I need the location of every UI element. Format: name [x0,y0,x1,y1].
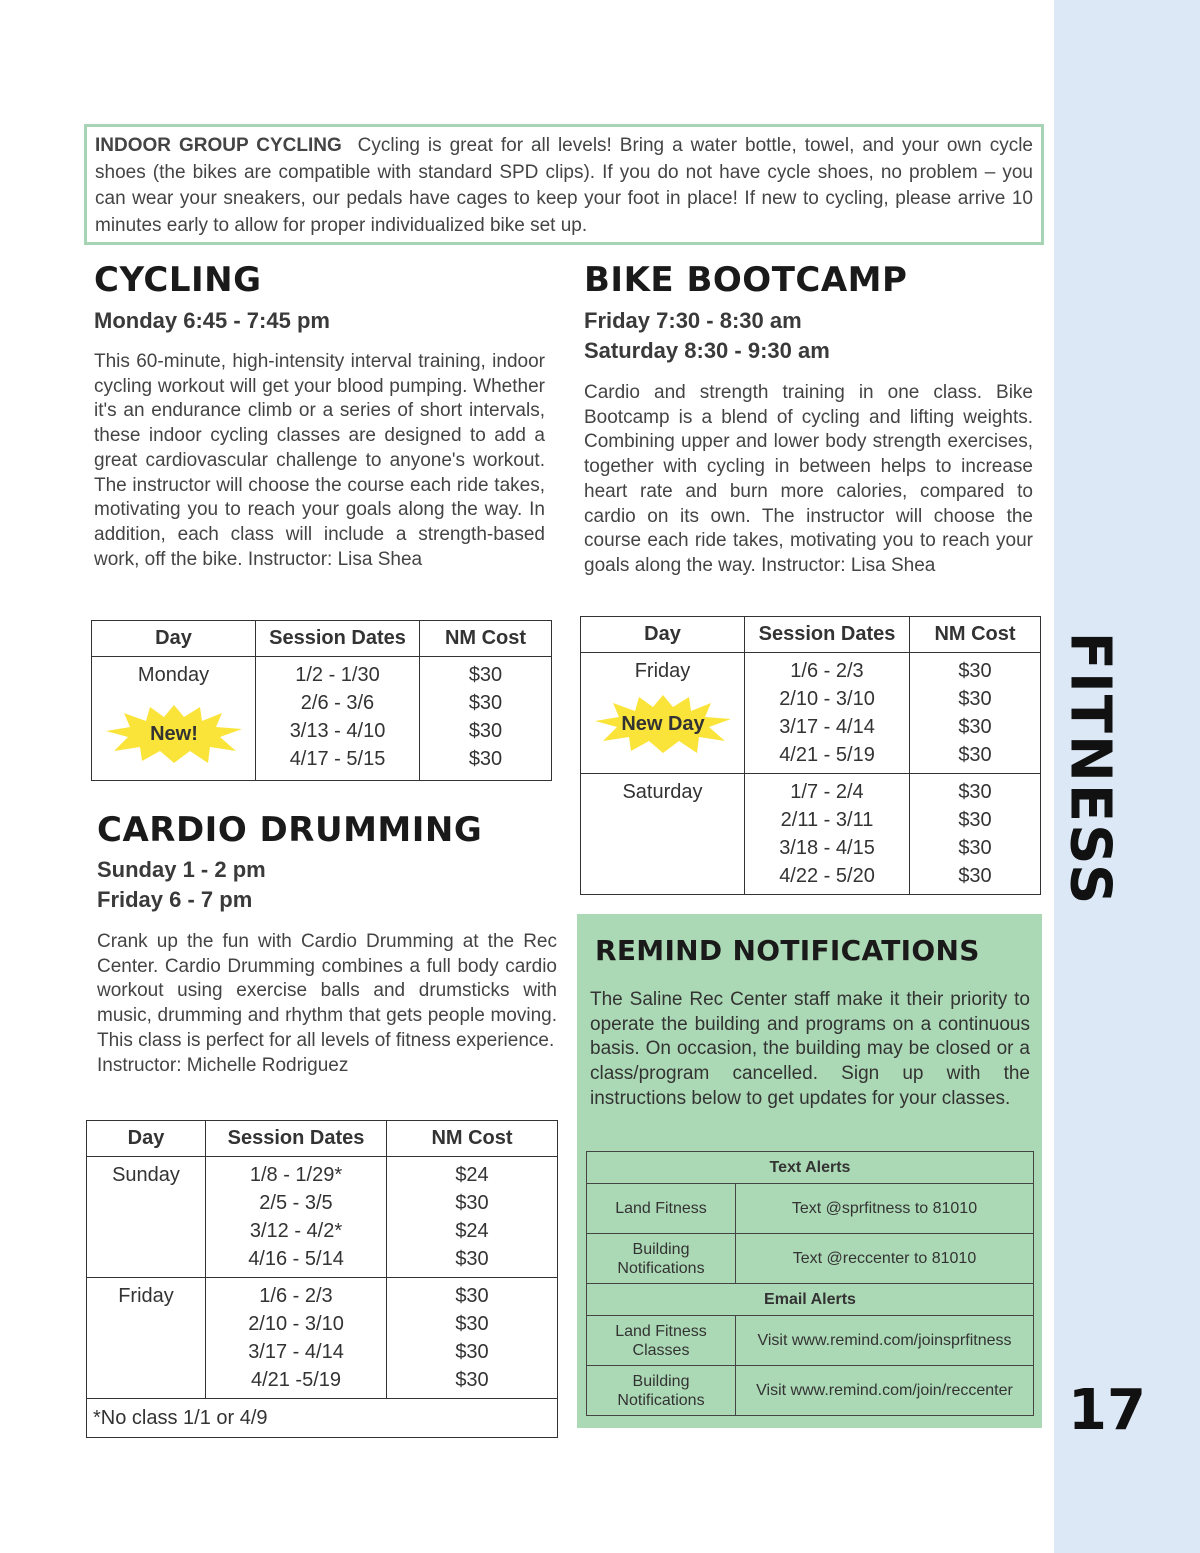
date-cell: 4/22 - 5/20 [779,865,875,887]
date-cell: 2/10 - 3/10 [779,688,875,710]
table-row [587,1366,1034,1416]
cycling-description: This 60-minute, high-intensity interval training, indoor cycling workout will get your blood pumping. Whether it's an endurance climb or a series of short intervals, these indoor cycling classes are designed to add a great cardiovascular challenge to anyone's workout. The instructor will choose the course each ride takes, motivating you to reach your goals along the way. In addition, each class will include a strength-based work, off the bike. Instructor: Lisa Shea [94,351,545,570]
table-row [87,1278,558,1399]
remind-description: The Saline Rec Center staff make it their priority to operate the building and programs on a continuous basis. On occasion, the building may be closed or a class/program cancelled. Sign up with the instructions below to get updates for your classes. [590,989,1030,1109]
cycling-table [91,620,552,781]
table-row [587,1234,1034,1284]
table-row [92,657,552,781]
intro-title: INDOOR GROUP CYCLING [95,135,342,156]
bike-bootcamp-description: Cardio and strength training in one class. Bike Bootcamp is a blend of cycling and lifting weights. Combining upper and lower body strength exercises, together with cycling in between helps to increase heart rate and burn more calories, compared to cardio on its own. The instructor will choose the course each ride takes, motivating you to reach your goals along the way. Instructor: Lisa Shea [584,382,1033,576]
cardio-drumming-title: CARDIO DRUMMING [97,810,483,850]
cost-cell: $30 [468,664,503,686]
alert-label: Land Fitness Classes [587,1316,736,1366]
table-row [581,653,1041,774]
cost-cell: $30 [958,809,992,831]
date-cell: 2/10 - 3/10 [248,1313,344,1335]
day-cell: Friday [118,1285,174,1307]
col-header: NM Cost [910,617,1041,653]
date-cell: 1/2 - 1/30 [295,664,380,686]
bike-bootcamp-table [580,616,1041,895]
cost-cell: $24 [455,1220,489,1242]
cost-cell: $30 [958,781,992,803]
badge-label: New Day [621,713,705,735]
alert-instruction: Text @sprfitness to 81010 [736,1184,1034,1234]
cost-cell: $30 [958,688,992,710]
footnote: *No class 1/1 or 4/9 [87,1399,558,1438]
date-cell: 4/21 -5/19 [250,1369,342,1391]
alert-label: Building Notifications [587,1366,736,1416]
cost-cell: $30 [958,716,992,738]
date-cell: 1/7 - 2/4 [790,781,864,803]
remind-table [586,1151,1034,1416]
intro-box [84,124,1044,245]
date-cell: 1/6 - 2/3 [790,660,864,682]
cost-cell: $30 [468,692,503,714]
cost-cell: $30 [958,865,992,887]
col-header: Day [87,1121,206,1157]
date-cell: 4/16 - 5/14 [248,1248,344,1270]
schedule-line: Sunday 1 - 2 pm [97,857,266,882]
day-cell: Saturday [622,781,703,803]
cost-cell: $30 [455,1313,489,1335]
cycling-schedule [94,306,330,336]
table-row [587,1316,1034,1366]
section-title: FITNESS [1057,631,1123,907]
date-cell: 2/11 - 3/11 [780,809,874,831]
date-cell: 3/12 - 4/2* [249,1220,343,1242]
cost-cell: $30 [455,1192,489,1214]
date-cell: 4/17 - 5/15 [289,748,386,770]
cycling-title: CYCLING [94,260,262,300]
new-badge [104,703,244,765]
schedule-line: Friday 7:30 - 8:30 am [584,308,802,333]
cost-cell: $30 [455,1285,489,1307]
text-alerts-header: Text Alerts [587,1152,1034,1184]
col-header: Day [581,617,745,653]
table-row [587,1184,1034,1234]
cardio-drumming-description [97,930,557,1078]
badge-label: New! [150,723,198,745]
col-header: NM Cost [387,1121,558,1157]
cost-cell: $30 [455,1248,489,1270]
table-row [581,774,1041,895]
bike-bootcamp-title: BIKE BOOTCAMP [584,260,908,300]
email-alerts-header: Email Alerts [587,1284,1034,1316]
col-header: Day [92,621,256,657]
alert-instruction: Visit www.remind.com/joinsprfitness [736,1316,1034,1366]
schedule-line: Saturday 8:30 - 9:30 am [584,338,830,363]
col-header: NM Cost [420,621,552,657]
cost-cell: $30 [468,748,503,770]
alert-instruction: Visit www.remind.com/join/reccenter [736,1366,1034,1416]
date-cell: 4/21 - 5/19 [779,744,875,766]
cost-cell: $30 [455,1369,489,1391]
date-cell: 3/17 - 4/14 [248,1341,344,1363]
cost-cell: $30 [468,720,503,742]
date-cell: 3/18 - 4/15 [779,837,875,859]
bike-bootcamp-schedule [584,306,830,366]
description-text: Crank up the fun with Cardio Drumming at the Rec Center. Cardio Drumming combines a full body cardio workout using exercise balls and drumsticks with music, drumming and rhythm that gets people moving. This class is perfect for all levels of fitness experience. [97,931,557,1051]
day-cell: Friday [634,660,691,682]
cost-cell: $30 [958,744,992,766]
day-cell: Monday [137,664,210,686]
alert-label: Land Fitness [587,1184,736,1234]
page-number: 17 [1068,1378,1146,1443]
col-header: Session Dates [256,621,420,657]
section-tab [1040,631,1140,907]
schedule-line: Friday 6 - 7 pm [97,887,253,912]
cost-cell: $30 [958,837,992,859]
col-header: Session Dates [745,617,910,653]
alert-instruction: Text @reccenter to 81010 [736,1234,1034,1284]
schedule-line: Monday 6:45 - 7:45 pm [94,308,330,333]
table-row [87,1157,558,1278]
cost-cell: $30 [455,1341,489,1363]
alert-label: Building Notifications [587,1234,736,1284]
day-cell: Sunday [112,1164,180,1186]
date-cell: 2/6 - 3/6 [300,692,375,714]
date-cell: 3/13 - 4/10 [289,720,386,742]
instructor-text: Instructor: Michelle Rodriguez [97,1054,349,1076]
cost-cell: $24 [455,1164,489,1186]
remind-panel [577,914,1042,1428]
col-header: Session Dates [206,1121,387,1157]
date-cell: 1/6 - 2/3 [259,1285,333,1307]
intro-text: Cycling is great for all levels! Bring a water bottle, towel, and your own cycle shoes (the bikes are compatible with standard SPD clips). If you do not have cycle shoes, no problem – you can wear your sneakers, our pedals have cages to keep your foot in place! If new to cycling, please arrive 10 minutes early to allow for proper individualized bike set up. [95,135,1033,236]
cost-cell: $30 [958,660,992,682]
date-cell: 3/17 - 4/14 [779,716,875,738]
new-day-badge [593,693,733,755]
remind-title: REMIND NOTIFICATIONS [595,934,980,967]
cardio-drumming-schedule [97,855,266,915]
date-cell: 1/8 - 1/29* [249,1164,343,1186]
date-cell: 2/5 - 3/5 [259,1192,333,1214]
cardio-drumming-table [86,1120,558,1438]
